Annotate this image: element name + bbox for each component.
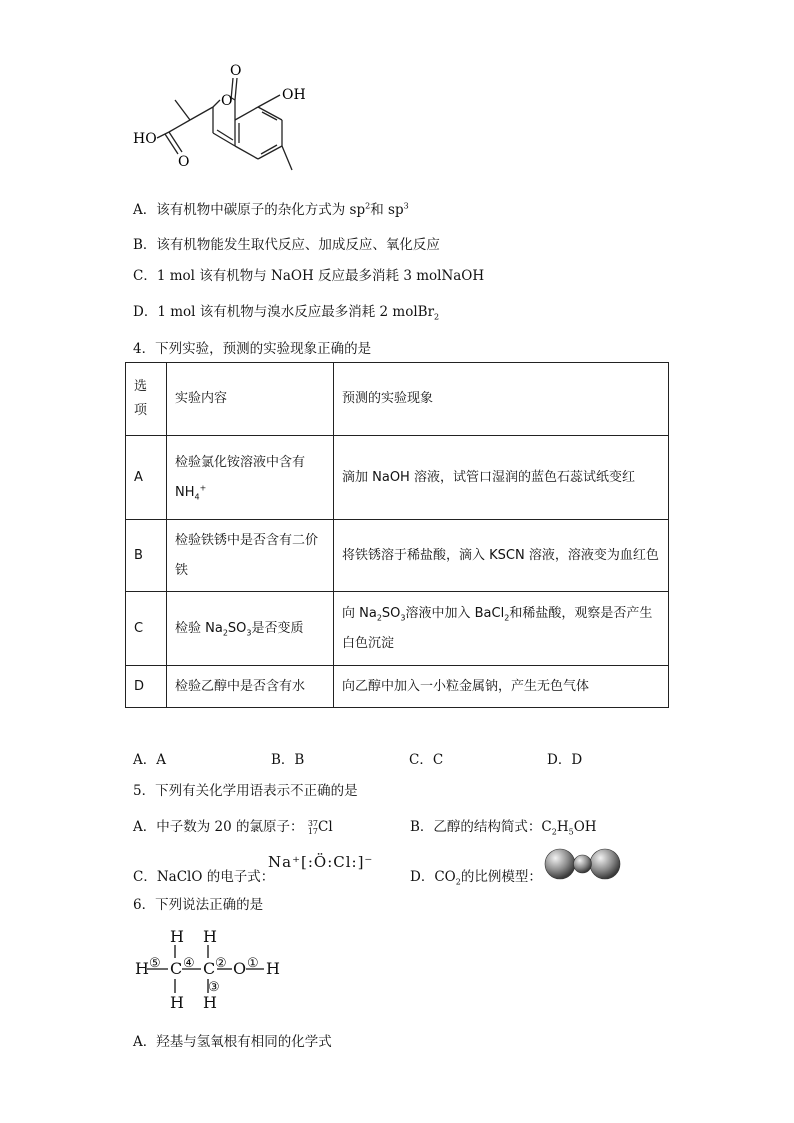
header-phenomenon: 预测的实验现象 bbox=[334, 363, 669, 436]
q6-option-a: A．羟基与氢氧根有相同的化学式 bbox=[133, 1034, 332, 1050]
svg-text:O: O bbox=[230, 63, 242, 79]
svg-text:O: O bbox=[233, 959, 247, 978]
q5-option-d: D．$CO_2$的比例模型： bbox=[410, 869, 542, 887]
q4-answer-d: D．D bbox=[547, 752, 583, 768]
svg-text:HO: HO bbox=[133, 131, 157, 147]
svg-text:②: ② bbox=[215, 956, 227, 971]
q4-table bbox=[125, 362, 669, 708]
header-option: 选项 bbox=[126, 363, 167, 436]
svg-text:O: O bbox=[221, 93, 233, 109]
table-row: D 检验乙醇中是否含有水 向乙醇中加入一小粒金属钠，产生无色气体 bbox=[126, 666, 669, 708]
svg-text:H: H bbox=[203, 927, 217, 946]
svg-text:C: C bbox=[203, 959, 216, 978]
ethanol-structure bbox=[130, 925, 300, 1015]
q3-option-d: D．1 mol 该有机物与溴水反应最多消耗 2 molBr$_2$ bbox=[133, 304, 440, 322]
svg-text:H: H bbox=[135, 959, 149, 978]
svg-text:③: ③ bbox=[208, 980, 220, 995]
svg-text:C: C bbox=[170, 959, 183, 978]
co2-ball-model-icon bbox=[543, 847, 623, 881]
q5-option-c: C．NaClO 的电子式： bbox=[133, 869, 275, 885]
svg-text:⑤: ⑤ bbox=[149, 956, 161, 971]
q5-title: 5．下列有关化学用语表示不正确的是 bbox=[133, 783, 358, 799]
q3-option-b: B．该有机物能发生取代反应、加成反应、氧化反应 bbox=[133, 237, 440, 253]
electron-formula: Na⁺[:Ö:Cl:]⁻ bbox=[268, 853, 374, 871]
svg-text:①: ① bbox=[247, 956, 259, 971]
svg-text:O: O bbox=[178, 154, 190, 170]
svg-text:H: H bbox=[203, 993, 217, 1012]
q4-answer-b: B．B bbox=[271, 752, 305, 768]
svg-text:H: H bbox=[266, 959, 280, 978]
q5-option-a: A．中子数为 20 的氯原子： 37 17 Cl bbox=[133, 818, 333, 836]
table-row: B 检验铁锈中是否含有二价铁 将铁锈溶于稀盐酸，滴入 KSCN 溶液，溶液变为血红色 bbox=[126, 520, 669, 592]
q3-option-c: C．1 mol 该有机物与 NaOH 反应最多消耗 3 molNaOH bbox=[133, 268, 485, 284]
q5-option-b: B．乙醇的结构简式：$C_2H_5OH$ bbox=[410, 819, 597, 837]
header-content: 实验内容 bbox=[167, 363, 334, 436]
q4-title: 4．下列实验，预测的实验现象正确的是 bbox=[133, 341, 372, 357]
table-row: C 检验 $Na_2SO_3$是否变质 向 $Na_2SO_3$溶液中加入 BaCl$_2$和稀盐酸，观察是否产生白色沉淀 bbox=[126, 592, 669, 666]
svg-text:④: ④ bbox=[183, 956, 195, 971]
q4-answer-a: A．A bbox=[133, 752, 166, 768]
svg-text:OH: OH bbox=[282, 87, 306, 103]
svg-text:H: H bbox=[170, 927, 184, 946]
q6-title: 6．下列说法正确的是 bbox=[133, 897, 264, 913]
molecule-structure bbox=[125, 60, 355, 185]
table-row: A 检验氯化铵溶液中含有 $NH_4^+$ 滴加 NaOH 溶液，试管口湿润的蓝色石蕊试纸变红 bbox=[126, 436, 669, 520]
q4-answer-c: C．C bbox=[409, 752, 444, 768]
q3-option-a: A．该有机物中碳原子的杂化方式为 $sp^2$和 $sp^3$ bbox=[133, 201, 409, 218]
svg-text:H: H bbox=[170, 993, 184, 1012]
table-header-row bbox=[126, 363, 669, 436]
